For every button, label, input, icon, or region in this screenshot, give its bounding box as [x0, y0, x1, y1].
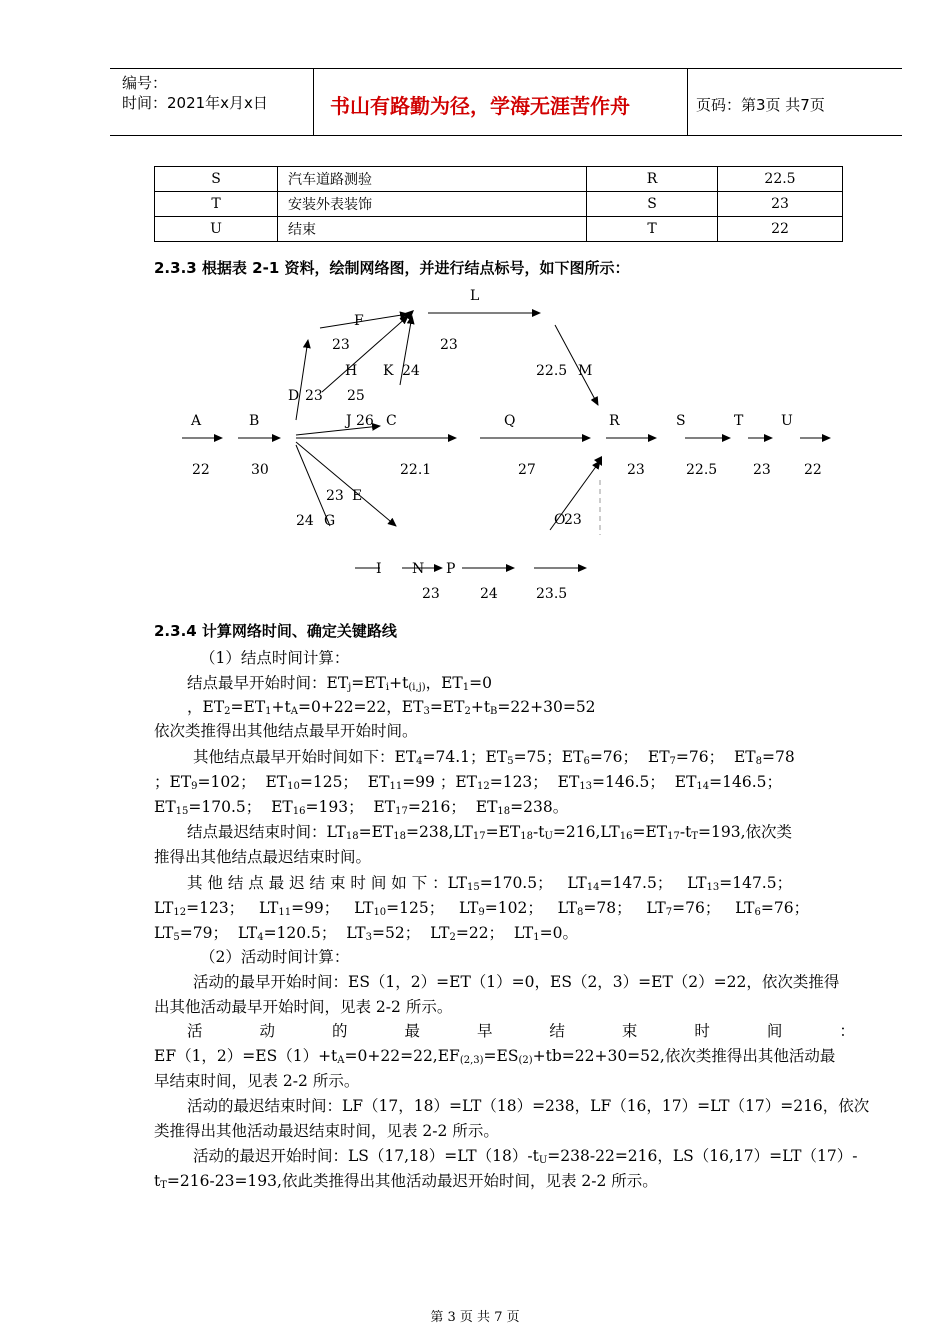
duration-N: 24	[480, 586, 498, 602]
label-U: U	[781, 413, 793, 429]
table-cell: T	[155, 192, 278, 217]
duration-I: 23	[422, 586, 440, 602]
page-footer: 第 3 页 共 7 页	[430, 1310, 520, 1325]
table-cell: R	[587, 167, 718, 192]
duration-E: 23	[326, 488, 344, 504]
table-cell: 结束	[278, 217, 587, 242]
paragraph-line: 其他结点最早开始时间如下：$ET_4=74.1$；$ET_5=75$；$ET_6=76$； $ET_7=76$； $ET_8=78$	[193, 748, 795, 767]
activity-table	[154, 166, 843, 242]
duration-D: 23	[305, 388, 323, 404]
label-J: J	[346, 413, 352, 429]
header-divider	[687, 68, 688, 136]
duration-M: 22.5	[536, 363, 568, 379]
table-row	[155, 167, 843, 192]
duration-A: 22	[192, 462, 210, 478]
label-S: S	[676, 413, 686, 429]
table-cell: 汽车道路测验	[278, 167, 587, 192]
arrow-D	[296, 340, 308, 420]
duration-J: 26	[356, 413, 374, 429]
arrow-F	[320, 314, 408, 328]
paragraph-line: 活动的最迟结束时间：LF（17，18）=LT（18）=238，LF（16，17）=LT（17）=216，依次	[187, 1097, 870, 1115]
arrow-H	[322, 316, 408, 392]
section-heading-234: 2.3.4 计算网络时间、确定关键路线	[154, 622, 397, 640]
header-time: 时间：2021年x月x日	[122, 94, 268, 112]
table-cell: 安装外表装饰	[278, 192, 587, 217]
header-rule-bottom	[110, 135, 902, 136]
table-cell: S	[155, 167, 278, 192]
duration-Q: 27	[518, 462, 536, 478]
table-row	[155, 192, 843, 217]
duration-K: 24	[402, 363, 420, 379]
node-marker	[402, 310, 414, 320]
paragraph-line: ，$ET_2=ET_1+t_A=0+22=22$，$ET_3=ET_2+t_B=22+30=52$	[187, 698, 596, 717]
paragraph-line: 活动的最早开始时间：ES（1，2）=ET（1）=0，ES（2，3）=ET（2）=22，依次类推得	[193, 973, 840, 991]
label-I: I	[376, 561, 382, 577]
label-Q: Q	[504, 413, 516, 429]
label-O: O	[554, 512, 566, 528]
paragraph-line: EF（1，$2)=ES(1)+t_A=0+22=22,EF_{(2,3)}=ES_{(2)}+tb=22+30=52$,依次类推得出其他活动最	[154, 1047, 836, 1066]
label-M: M	[578, 363, 593, 379]
label-T: T	[734, 413, 744, 429]
table-cell: 23	[718, 192, 843, 217]
label-L: L	[470, 288, 480, 304]
label-D: D	[288, 388, 300, 404]
paragraph-line: ；$ET_9=102$； $ET_{10}=125$； $ET_{11}=99$ ；$ET_{12}=123$； $ET_{13}=146.5$； $ET_{14}=146.5$；	[154, 773, 783, 792]
label-H: H	[345, 363, 358, 379]
label-G: G	[324, 513, 336, 529]
header-code-label: 编号：	[122, 74, 168, 92]
paragraph-line: 结点最早开始时间：$ET_j=ET_i+t_{(i,j)}$，$ET_1=0$	[187, 674, 492, 693]
paragraph-line: 早结束时间，见表 2-2 所示。	[154, 1072, 360, 1090]
paragraph-line: 活 动 的 最 早 结 束 时 间 ：	[187, 1022, 855, 1040]
paragraph-line: 活动的最迟开始时间：$LS(17,18)=LT(18)-t_U=238-22=216$，LS（16,17）=LT（17）-	[193, 1147, 858, 1166]
label-K: K	[383, 363, 394, 379]
header-motto: 书山有路勤为径，学海无涯苦作舟	[330, 94, 630, 118]
duration-H: 25	[347, 388, 365, 404]
paragraph-line: 依次类推得出其他结点最早开始时间。	[154, 722, 418, 740]
duration-U: 22	[804, 462, 822, 478]
table-row	[155, 217, 843, 242]
network-diagram	[150, 280, 850, 610]
duration-F: 23	[332, 337, 350, 353]
duration-B: 30	[251, 462, 269, 478]
label-P: P	[446, 561, 456, 577]
section-heading-233: 2.3.3 根据表 2-1 资料，绘制网络图，并进行结点标号，如下图所示：	[154, 259, 630, 277]
paragraph-line: $t_T=216-23=193$,依此类推得出其他活动最迟开始时间，见表 2-2 所示。	[154, 1172, 658, 1191]
duration-L: 23	[440, 337, 458, 353]
duration-C: 22.1	[400, 462, 432, 478]
paragraph-line: $LT_{12}=123$； $LT_{11}=99$； $LT_{10}=125$； $LT_9=102$； $LT_8=78$； $LT_7=76$； $LT_6=76$；	[154, 899, 810, 918]
paragraph-line: 推得出其他结点最迟结束时间。	[154, 848, 372, 866]
table-cell: S	[587, 192, 718, 217]
paragraph-line: 结点最迟结束时间：$LT_{18}=ET_{18}=238,LT_{17}=ET_{18}-t_U=216,LT_{16}=ET_{17}-t_T=193$,依次类	[187, 823, 792, 842]
paragraph-line: 类推得出其他活动最迟结束时间，见表 2-2 所示。	[154, 1122, 499, 1140]
table-cell: U	[155, 217, 278, 242]
header-divider	[313, 68, 314, 136]
label-E: E	[352, 488, 363, 504]
paragraph-line: $LT_5=79$； $LT_4=120.5$； $LT_3=52$； $LT_2=22$； $LT_1=0$。	[154, 924, 579, 943]
duration-T: 23	[753, 462, 771, 478]
table-cell: T	[587, 217, 718, 242]
duration-S: 22.5	[686, 462, 718, 478]
label-R: R	[609, 413, 620, 429]
label-B: B	[249, 413, 260, 429]
label-F: F	[354, 313, 364, 329]
duration-P: 23.5	[536, 586, 568, 602]
label-N: N	[412, 561, 425, 577]
duration-O: 23	[564, 512, 582, 528]
table-cell: 22.5	[718, 167, 843, 192]
paragraph-line: 出其他活动最早开始时间，见表 2-2 所示。	[154, 998, 453, 1016]
duration-G: 24	[296, 513, 314, 529]
subheading-activity-time: （2）活动时间计算：	[200, 948, 350, 966]
paragraph-line: 其 他 结 点 最 迟 结 束 时 间 如 下 ：$LT_{15}=170.5$； $LT_{14}=147.5$； $LT_{13}=147.5$；	[187, 874, 793, 893]
label-A: A	[191, 413, 202, 429]
paragraph-line: $ET_{15}=170.5$； $ET_{16}=193$； $ET_{17}=216$； $ET_{18}=238$。	[154, 798, 569, 817]
label-C: C	[386, 413, 397, 429]
table-cell: 22	[718, 217, 843, 242]
header-page-number: 页码：第3页 共7页	[696, 96, 825, 114]
header-rule-top	[110, 68, 902, 69]
subheading-node-time: （1）结点时间计算：	[200, 649, 350, 667]
duration-R: 23	[627, 462, 645, 478]
